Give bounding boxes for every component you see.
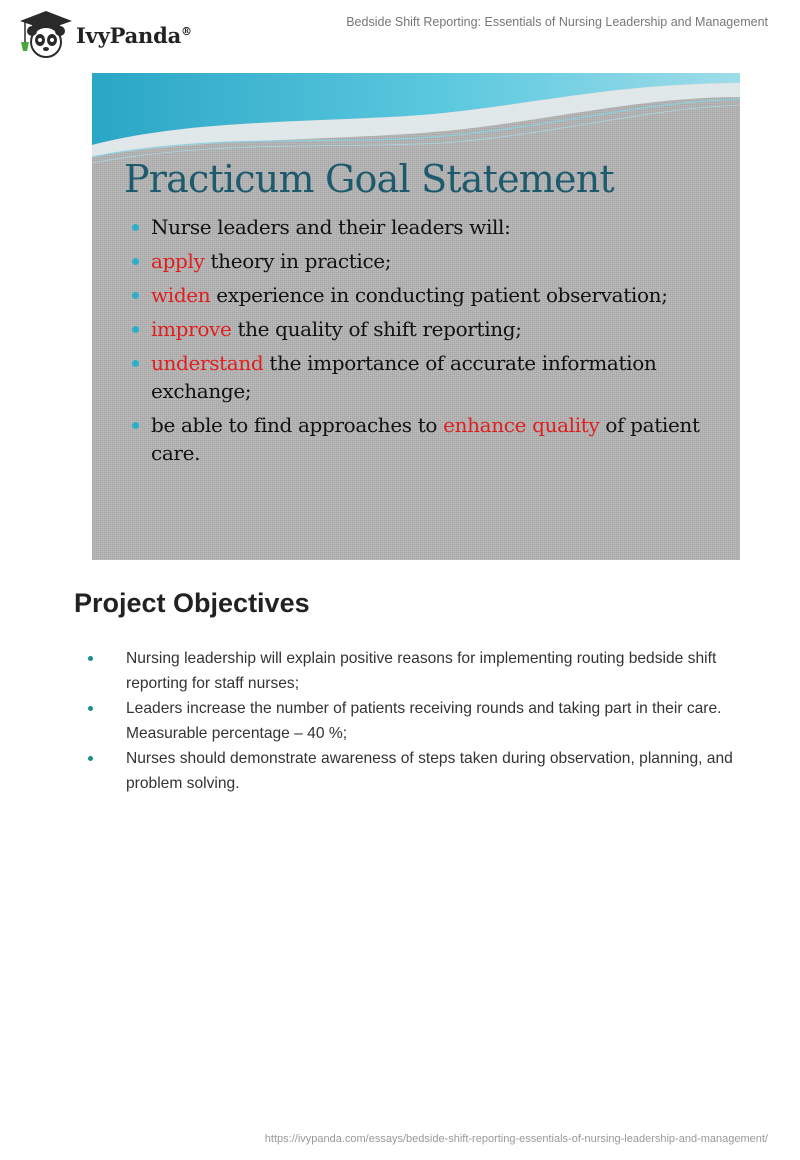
objective-item [88,646,738,696]
objective-item [88,696,738,746]
bullet-dot-icon [132,224,139,231]
emphasized-word: enhance quality [443,413,600,437]
slide-bullet [132,349,732,405]
slide-bullet [132,281,732,309]
bullet-text: of patient care. [151,413,700,465]
bullet-icon [88,706,93,711]
bullet-text: the quality of shift reporting; [231,317,522,341]
bullet-dot-icon [132,292,139,299]
emphasized-word: apply [151,249,205,273]
slide-title: Practicum Goal Statement [124,157,614,201]
brand-name: IvyPanda® [76,22,192,48]
slide-bullet-list [132,213,732,473]
slide-bullet [132,213,732,241]
bullet-dot-icon [132,326,139,333]
emphasized-word: understand [151,351,264,375]
objective-text: Nurses should demonstrate awareness of steps taken during observation, planning, and problem solving. [126,750,733,792]
objective-item [88,746,738,796]
slide-bullet [132,247,732,275]
source-url[interactable]: https://ivypanda.com/essays/bedside-shift-reporting-essentials-of-nursing-leadership-and-management/ [264,1133,768,1145]
bullet-text: be able to find approaches to [151,413,444,437]
objective-text: Nursing leadership will explain positive reasons for implementing routing bedside shift reporting for staff nurses; [126,650,717,692]
section-heading: Project Objectives [74,588,310,618]
bullet-dot-icon [132,422,139,429]
bullet-icon [88,756,93,761]
slide-bullet [132,411,732,467]
bullet-text: theory in practice; [204,249,392,273]
objectives-list [88,646,738,796]
ivypanda-logo[interactable] [16,9,192,61]
slide-bullet [132,315,732,343]
bullet-text: Nurse leaders and their leaders will: [151,215,511,239]
bullet-icon [88,656,93,661]
objective-text: Leaders increase the number of patients receiving rounds and taking part in their care. Measurable percentage – 40 %; [126,700,722,742]
document-title: Bedside Shift Reporting: Essentials of Nursing Leadership and Management [346,15,768,29]
panda-graduate-icon [16,9,76,61]
bullet-dot-icon [132,360,139,367]
bullet-dot-icon [132,258,139,265]
emphasized-word: improve [151,317,232,341]
bullet-text: experience in conducting patient observation; [210,283,668,307]
bullet-text: the importance of accurate information exchange; [151,351,657,403]
emphasized-word: widen [151,283,211,307]
presentation-slide [92,73,740,560]
